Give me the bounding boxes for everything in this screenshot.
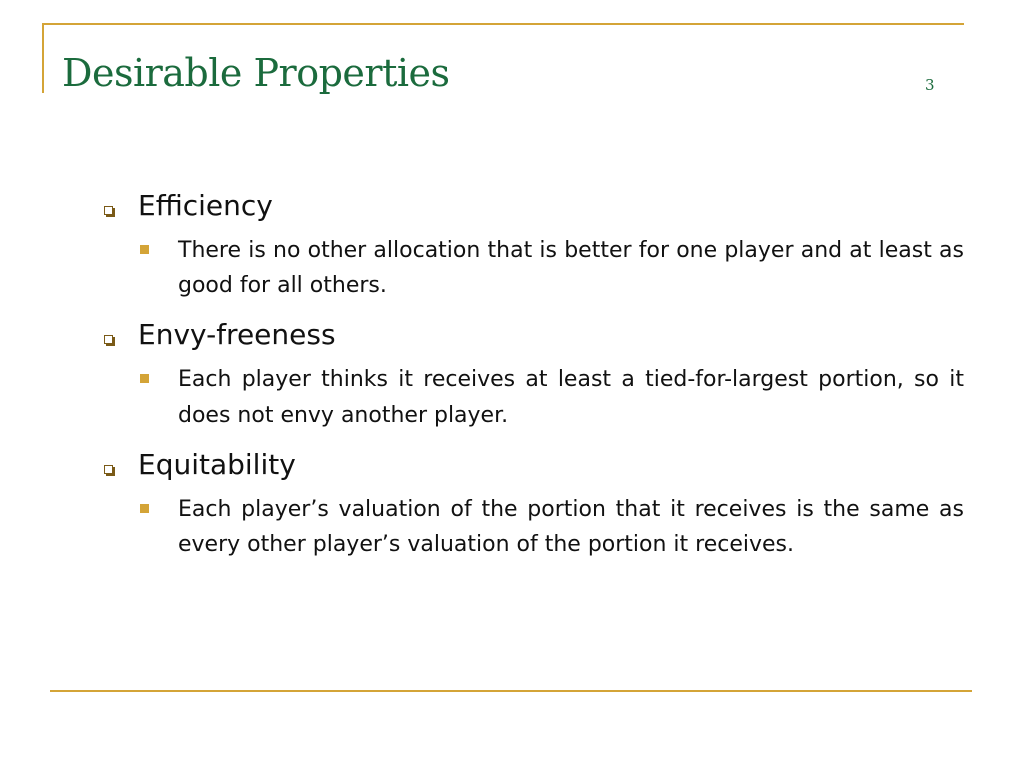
filled-square-bullet-icon xyxy=(140,374,149,383)
filled-square-bullet-icon xyxy=(140,504,149,513)
hollow-square-bullet-icon xyxy=(104,465,113,474)
bullet-heading: Envy-freeness xyxy=(138,318,336,352)
frame-left-rule xyxy=(42,23,44,93)
bullet-heading: Efficiency xyxy=(138,189,273,222)
slide-number: 3 xyxy=(925,76,935,94)
bullet-efficiency xyxy=(100,188,964,223)
bullet-heading: Equitability xyxy=(138,447,296,481)
bullet-equitability xyxy=(100,447,964,482)
slide-content xyxy=(100,188,964,576)
bullet-envy-freeness xyxy=(100,317,964,352)
sub-bullet-equitability xyxy=(138,492,964,562)
sub-bullet-text: Each player’s valuation of the portion that it receives is the same as every other player’s valuation of the portion it receives. xyxy=(178,496,964,557)
sub-bullet-text: There is no other allocation that is better for one player and at least as good for all others. xyxy=(178,238,964,299)
sub-bullet-efficiency xyxy=(138,233,964,303)
hollow-square-bullet-icon xyxy=(104,335,113,344)
hollow-square-bullet-icon xyxy=(104,206,113,215)
slide-title: Desirable Properties xyxy=(62,51,450,95)
sub-bullet-text: Each player thinks it receives at least a tied-for-largest portion, so it does not envy another player. xyxy=(178,367,964,428)
footer-rule xyxy=(50,690,972,692)
frame-top-rule xyxy=(42,23,964,25)
sub-bullet-envy-freeness xyxy=(138,362,964,432)
filled-square-bullet-icon xyxy=(140,245,149,254)
